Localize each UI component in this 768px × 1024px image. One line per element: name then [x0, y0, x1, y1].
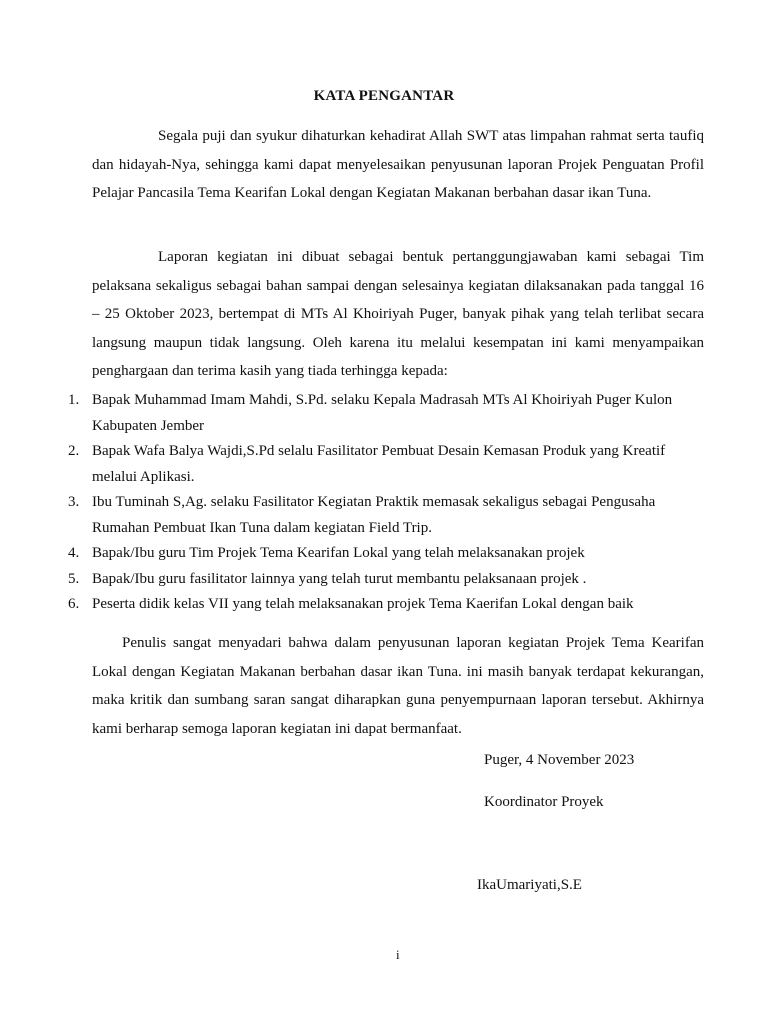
list-item	[0, 388, 704, 439]
list-item	[0, 439, 704, 490]
signature-name: IkaUmariyati,S.E	[477, 877, 582, 893]
signature-place-date: Puger, 4 November 2023	[484, 752, 635, 768]
list-item-number: 5.	[68, 570, 80, 587]
opening-paragraph: Segala puji dan syukur dihaturkan kehadirat Allah SWT atas limpahan rahmat serta taufiq dan hidayah-Nya, sehingga kami dapat menyelesaikan penyusunan laporan Projek Penguatan Profil Pelajar Pancasila Tema Kearifan Lokal dengan Kegiatan Makanan berbahan dasar ikan Tuna.	[92, 128, 704, 201]
list-item	[0, 490, 704, 541]
list-item-text: Bapak/Ibu guru fasilitator lainnya yang telah turut membantu pelaksanaan projek .	[92, 570, 587, 587]
list-item-number: 3.	[68, 494, 80, 510]
signature-role: Koordinator Proyek	[484, 794, 604, 810]
list-item-number: 6.	[68, 596, 80, 612]
closing-paragraph: Penulis sangat menyadari bahwa dalam penyusunan laporan kegiatan Projek Tema Kearifan Lokal dengan Kegiatan Makanan berbahan dasar ikan Tuna. ini masih banyak terdapat kekurangan, maka kritik dan sumbang saran sangat diharapkan guna penyempurnaan laporan tersebut. Akhirnya kami berharap semoga laporan kegiatan ini dapat bermanfaat.	[92, 635, 704, 737]
list-item-number: 4.	[68, 545, 80, 561]
list-item-text: Peserta didik kelas VII yang telah melaksanakan projek Tema Kaerifan Lokal dengan baik	[92, 596, 634, 612]
list-item	[0, 541, 704, 567]
page-title: KATA PENGANTAR	[313, 88, 455, 104]
list-item-number: 1.	[68, 392, 80, 408]
acknowledgement-paragraph: Laporan kegiatan ini dibuat sebagai bentuk pertanggungjawaban kami sebagai Tim pelaksana sekaligus sebagai bahan sampai dengan selesainya kegiatan dilaksanakan pada tanggal 16 – 25 Oktober 2023, bertempat di MTs Al Khoiriyah Puger, banyak pihak yang telah terlibat secara langsung maupun tidak langsung. Oleh karena itu melalui kesempatan ini kami menyampaikan penghargaan dan terima kasih yang tiada terhingga kepada:	[92, 249, 704, 379]
list-item	[0, 592, 704, 618]
list-item-text: Bapak Muhammad Imam Mahdi, S.Pd. selaku Kepala Madrasah MTs Al Khoiriyah Puger Kulon Kabupaten Jember	[92, 392, 673, 434]
acknowledgement-list	[0, 388, 768, 618]
list-item	[0, 567, 704, 593]
list-item-text: Bapak/Ibu guru Tim Projek Tema Kearifan Lokal yang telah melaksanakan projek	[92, 545, 585, 561]
list-item-number: 2.	[68, 443, 80, 459]
page-number: i	[396, 947, 400, 962]
list-item-text: Ibu Tuminah S,Ag. selaku Fasilitator Kegiatan Praktik memasak sekaligus sebagai Pengusaha Rumahan Pembuat Ikan Tuna dalam kegiatan Field Trip.	[92, 494, 656, 536]
list-item-text: Bapak Wafa Balya Wajdi,S.Pd selalu Fasilitator Pembuat Desain Kemasan Produk yang Kreatif melalui Aplikasi.	[92, 443, 666, 485]
